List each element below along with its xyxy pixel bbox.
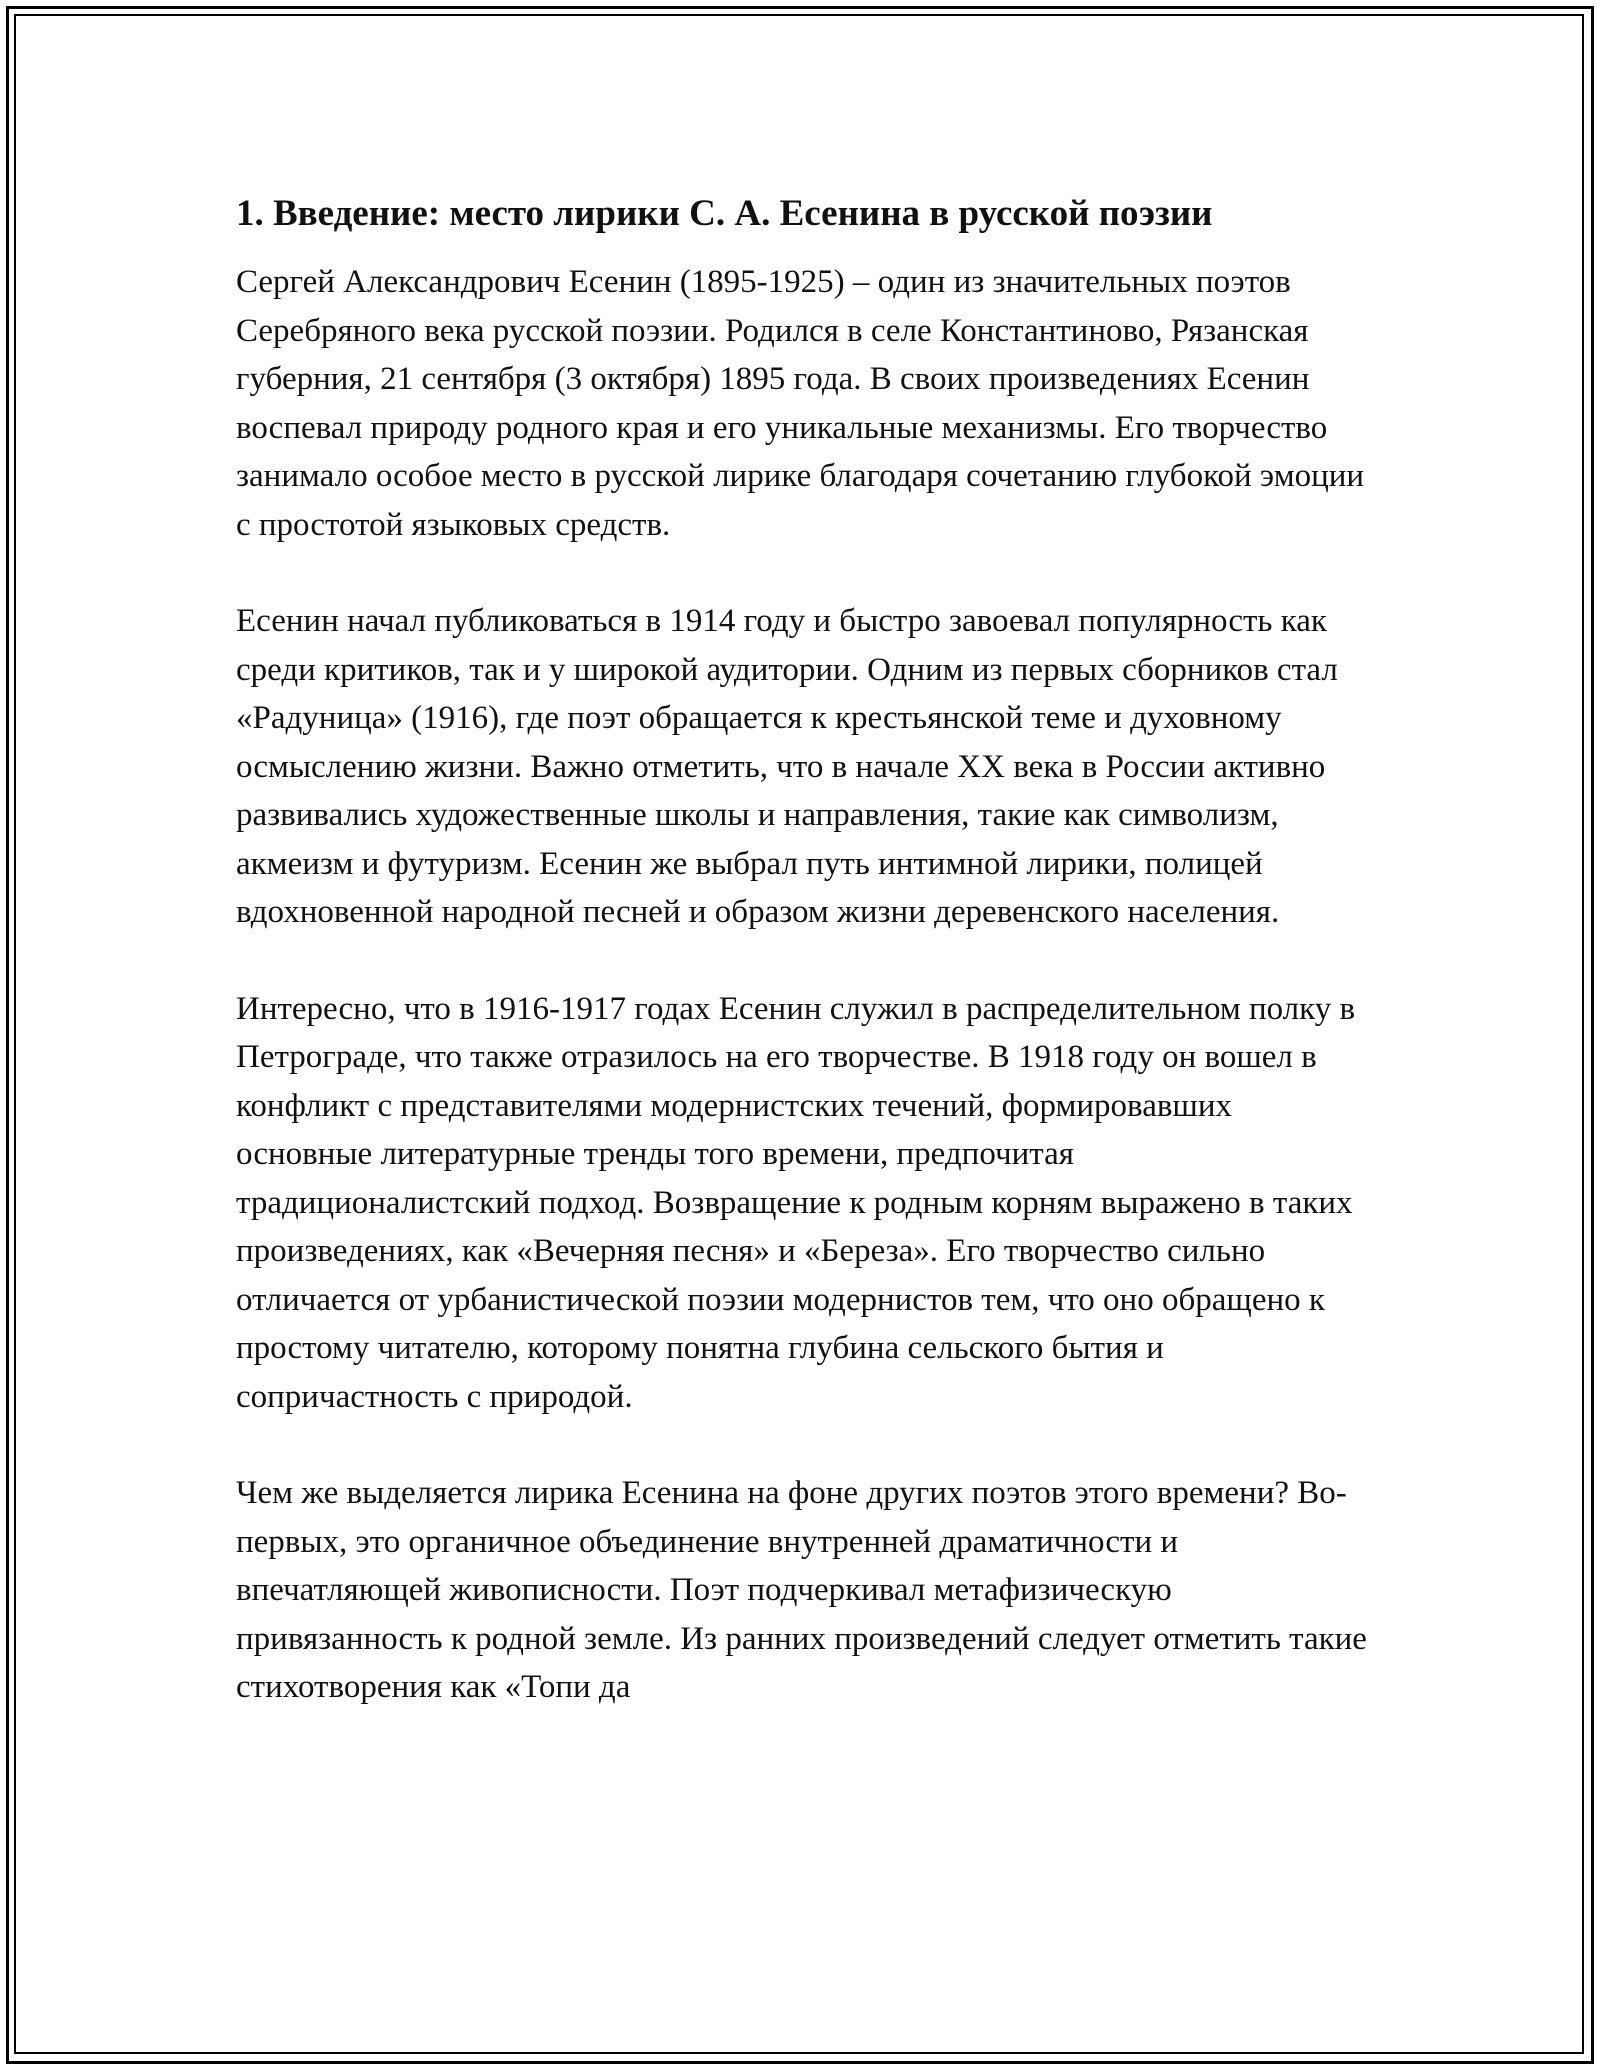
paragraph-biography: Сергей Александрович Есенин (1895-1925) – один из значительных поэтов Серебряного века русской поэзии. Родился в селе Константиново, Рязанская губерния, 21 сентября (3 октября) 1895 года. В своих произведениях Есенин воспевал природу родного края и его уникальные механизмы. Его творчество занимало особое место в русской лирике благодаря сочетанию глубокой эмоции с простотой языковых средств. [236,264,1365,543]
section-heading: 1. Введение: место лирики С. А. Есенина в русской поэзии [236,193,1213,234]
paragraph-petrograd-service: Интересно, что в 1916-1917 годах Есенин служил в распределительном полку в Петрограде, что также отразилось на его творчестве. В 1918 году он вошел в конфликт с представителями модернистских течений, формировавших основные литературные тренды того времени, предпочитая традиционалистский подход. Возвращение к родным корням выражено в таких произведениях, как «Вечерняя песня» и «Береза». Его творчество сильно отличается от урбанистической поэзии модернистов тем, что оно обращено к простому читателю, которому понятна глубина сельского бытия и сопричастность с природой. [236,990,1356,1415]
paragraph-lyric-features: Чем же выделяется лирика Есенина на фоне других поэтов этого времени? Во-первых, это органичное объединение внутренней драматичности и впечатляющей живописности. Поэт подчеркивал метафизическую привязанность к родной земле. Из ранних произведений следует отметить такие стихотворения как «Топи да [236,1475,1367,1705]
document-body [236,190,1376,1760]
paragraph-early-career: Есенин начал публиковаться в 1914 году и быстро завоевал популярность как среди критиков, так и у широкой аудитории. Одним из первых сборников стал «Радуница» (1916), где поэт обращается к крестьянской теме и духовному осмыслению жизни. Важно отметить, что в начале XX века в России активно развивались художественные школы и направления, такие как символизм, акмеизм и футуризм. Есенин же выбрал путь интимной лирики, полицей вдохновенной народной песней и образом жизни деревенского населения. [236,603,1338,930]
